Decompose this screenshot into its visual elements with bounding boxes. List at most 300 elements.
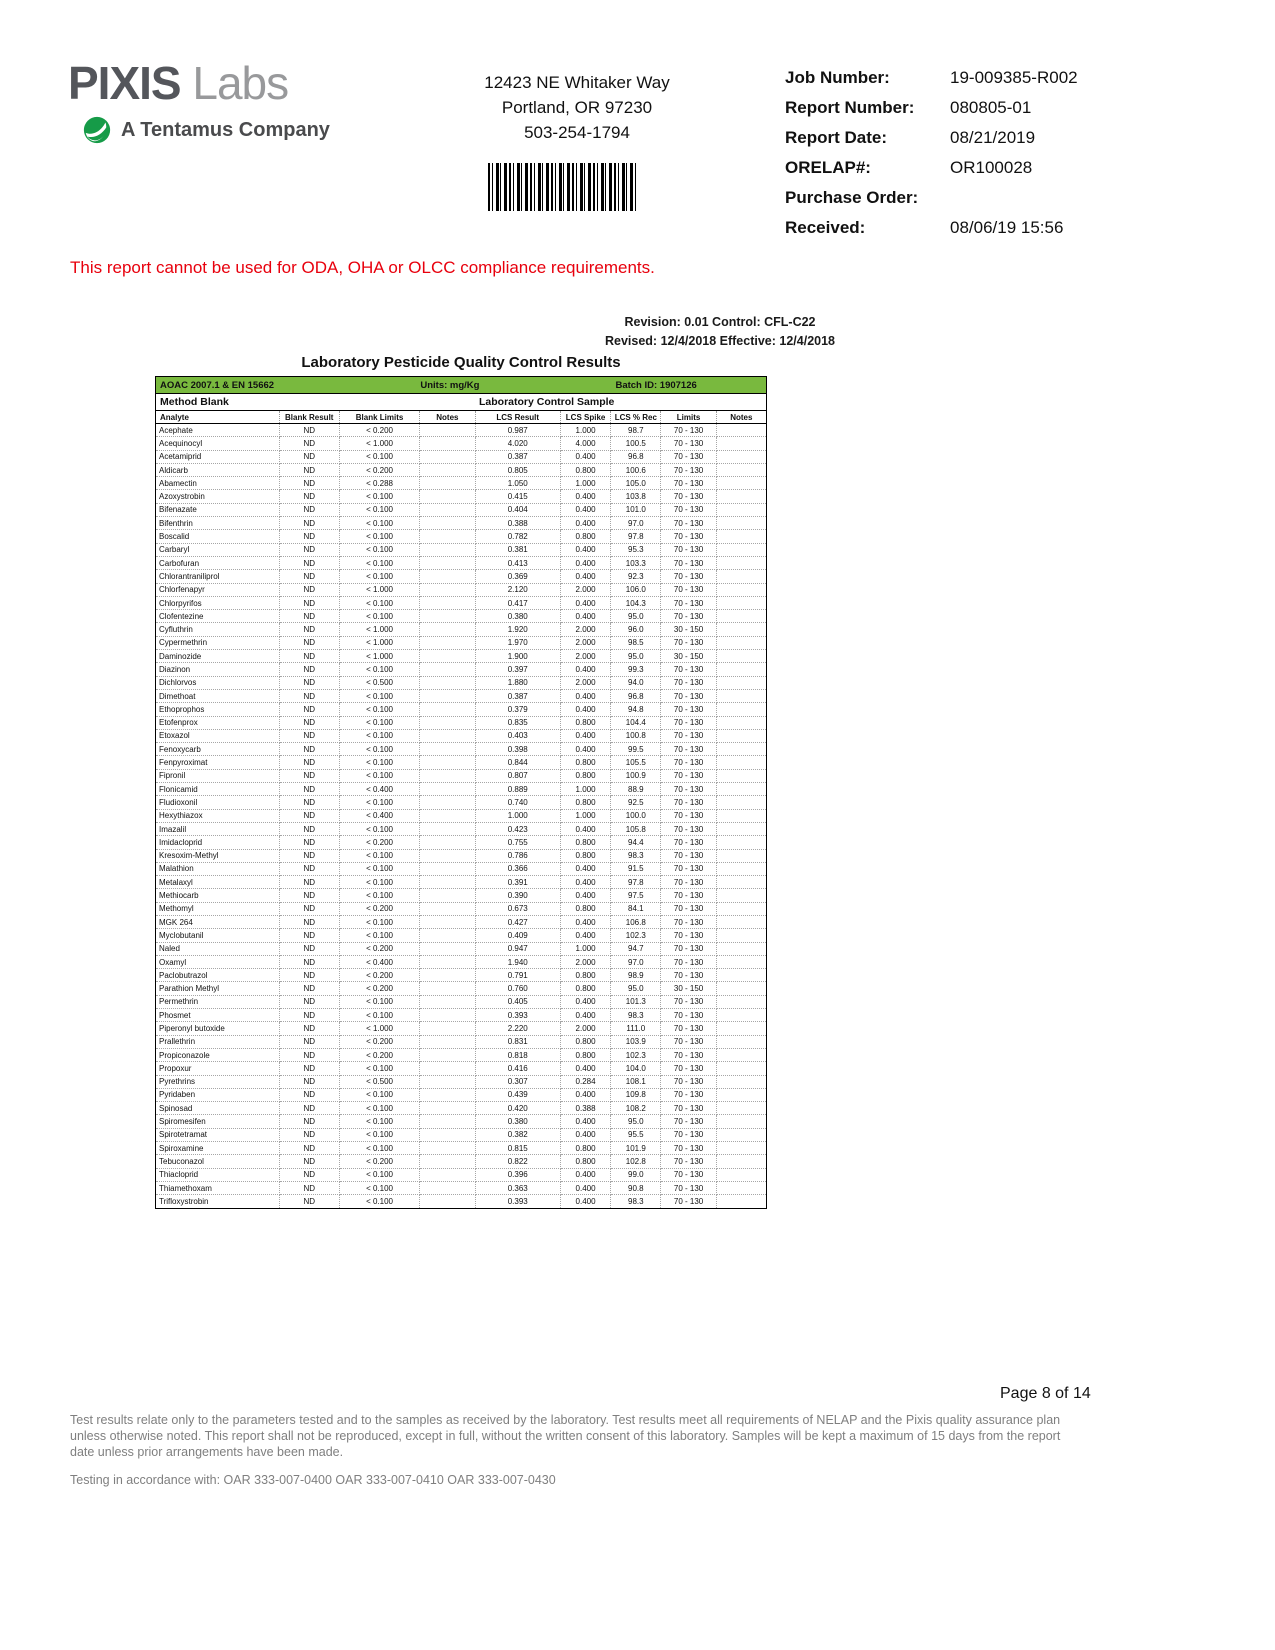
- value-cell: 96.8: [611, 689, 661, 702]
- info-row-received: [785, 218, 1078, 248]
- table-row: [156, 570, 767, 583]
- value-cell: [420, 769, 475, 782]
- value-cell: ND: [279, 1155, 339, 1168]
- address-line-3: 503-254-1794: [524, 123, 630, 142]
- table-title: Laboratory Pesticide Quality Control Results: [301, 354, 621, 371]
- value-cell: < 0.200: [339, 942, 419, 955]
- value-cell: 84.1: [611, 902, 661, 915]
- value-cell: 106.8: [611, 915, 661, 928]
- value-cell: 0.987: [475, 424, 560, 437]
- value-cell: 90.8: [611, 1181, 661, 1194]
- value-cell: 70 - 130: [661, 1088, 716, 1101]
- value-cell: 2.000: [560, 676, 610, 689]
- logo-wordmark: [68, 57, 330, 109]
- value-cell: 70 - 130: [661, 1048, 716, 1061]
- value-cell: 70 - 130: [661, 543, 716, 556]
- value-cell: ND: [279, 1009, 339, 1022]
- value-cell: 97.8: [611, 530, 661, 543]
- value-cell: < 0.100: [339, 596, 419, 609]
- value-cell: [716, 596, 766, 609]
- value-cell: < 0.100: [339, 543, 419, 556]
- value-cell: [716, 517, 766, 530]
- value-cell: 0.404: [475, 503, 560, 516]
- value-cell: < 0.100: [339, 1142, 419, 1155]
- logo-tagline: A Tentamus Company: [121, 118, 330, 141]
- value-cell: ND: [279, 703, 339, 716]
- analyte-cell: Cyfluthrin: [156, 623, 280, 636]
- value-cell: [420, 1009, 475, 1022]
- table-row: [156, 982, 767, 995]
- value-cell: 0.393: [475, 1195, 560, 1208]
- value-cell: 0.800: [560, 1142, 610, 1155]
- value-cell: [716, 902, 766, 915]
- value-cell: [716, 809, 766, 822]
- value-cell: [420, 583, 475, 596]
- value-cell: ND: [279, 836, 339, 849]
- value-cell: ND: [279, 570, 339, 583]
- value-cell: ND: [279, 809, 339, 822]
- table-row: [156, 822, 767, 835]
- value-cell: 0.400: [560, 610, 610, 623]
- analyte-cell: Acequinocyl: [156, 437, 280, 450]
- value-cell: < 0.100: [339, 450, 419, 463]
- table-row: [156, 463, 767, 476]
- tentamus-leaf-icon: [82, 115, 112, 145]
- value-cell: [716, 743, 766, 756]
- value-cell: 70 - 130: [661, 942, 716, 955]
- value-cell: 0.400: [560, 1088, 610, 1101]
- value-cell: 0.390: [475, 889, 560, 902]
- value-cell: ND: [279, 596, 339, 609]
- value-cell: [716, 1022, 766, 1035]
- value-cell: 103.3: [611, 556, 661, 569]
- value-cell: < 0.100: [339, 876, 419, 889]
- value-cell: ND: [279, 756, 339, 769]
- value-cell: [716, 424, 766, 437]
- value-cell: [420, 889, 475, 902]
- value-cell: 0.400: [560, 876, 610, 889]
- analyte-cell: Phosmet: [156, 1009, 280, 1022]
- value-cell: 97.0: [611, 955, 661, 968]
- value-cell: 0.400: [560, 929, 610, 942]
- value-cell: [420, 1195, 475, 1208]
- table-row: [156, 703, 767, 716]
- analyte-cell: Kresoxim-Methyl: [156, 849, 280, 862]
- value-cell: 0.423: [475, 822, 560, 835]
- value-cell: 70 - 130: [661, 1035, 716, 1048]
- value-cell: [420, 1022, 475, 1035]
- value-cell: [420, 902, 475, 915]
- revision-block: [570, 313, 870, 351]
- analyte-cell: Diazinon: [156, 663, 280, 676]
- analyte-cell: Thiamethoxam: [156, 1181, 280, 1194]
- value-cell: 0.800: [560, 1035, 610, 1048]
- value-cell: < 0.200: [339, 982, 419, 995]
- revision-line-2: Revised: 12/4/2018 Effective: 12/4/2018: [604, 334, 835, 348]
- info-row-report-date: [785, 128, 1078, 158]
- table-row: [156, 543, 767, 556]
- value-cell: ND: [279, 1102, 339, 1115]
- value-cell: 0.380: [475, 610, 560, 623]
- value-cell: 70 - 130: [661, 955, 716, 968]
- value-cell: [420, 1048, 475, 1061]
- table-row: [156, 849, 767, 862]
- value-cell: [420, 490, 475, 503]
- value-cell: [716, 703, 766, 716]
- value-cell: 0.844: [475, 756, 560, 769]
- value-cell: 92.5: [611, 796, 661, 809]
- value-cell: [716, 716, 766, 729]
- value-cell: < 0.288: [339, 477, 419, 490]
- analyte-cell: Daminozide: [156, 650, 280, 663]
- value-cell: [716, 783, 766, 796]
- value-cell: 0.307: [475, 1075, 560, 1088]
- value-cell: 95.3: [611, 543, 661, 556]
- value-cell: 0.400: [560, 450, 610, 463]
- value-cell: [716, 1075, 766, 1088]
- table-row: [156, 902, 767, 915]
- value-cell: ND: [279, 955, 339, 968]
- value-cell: < 0.100: [339, 756, 419, 769]
- analyte-cell: Chlorfenapyr: [156, 583, 280, 596]
- value-cell: [420, 982, 475, 995]
- value-cell: 70 - 130: [661, 703, 716, 716]
- value-cell: 0.400: [560, 703, 610, 716]
- address-line-1: 12423 NE Whitaker Way: [484, 73, 670, 92]
- value-cell: [420, 623, 475, 636]
- value-cell: [716, 1155, 766, 1168]
- value-cell: 96.8: [611, 450, 661, 463]
- value-cell: 70 - 130: [661, 689, 716, 702]
- analyte-cell: Fenpyroximat: [156, 756, 280, 769]
- analyte-cell: Spinosad: [156, 1102, 280, 1115]
- value-cell: ND: [279, 929, 339, 942]
- value-cell: < 0.100: [339, 1168, 419, 1181]
- value-cell: [420, 1181, 475, 1194]
- value-cell: ND: [279, 1115, 339, 1128]
- value-cell: 0.815: [475, 1142, 560, 1155]
- compliance-notice: This report cannot be used for ODA, OHA or OLCC compliance requirements.: [70, 258, 655, 277]
- value-cell: 103.9: [611, 1035, 661, 1048]
- value-cell: < 0.200: [339, 424, 419, 437]
- table-row: [156, 756, 767, 769]
- value-cell: 2.220: [475, 1022, 560, 1035]
- value-cell: [420, 570, 475, 583]
- value-cell: 98.9: [611, 969, 661, 982]
- table-row: [156, 1115, 767, 1128]
- value-cell: ND: [279, 1195, 339, 1208]
- value-cell: [716, 663, 766, 676]
- value-cell: 1.920: [475, 623, 560, 636]
- column-header-notes-1: Notes: [420, 411, 475, 424]
- value-cell: 94.7: [611, 942, 661, 955]
- value-cell: [420, 610, 475, 623]
- analyte-cell: Hexythiazox: [156, 809, 280, 822]
- value-cell: 70 - 130: [661, 1155, 716, 1168]
- value-cell: 94.4: [611, 836, 661, 849]
- value-cell: [716, 1181, 766, 1194]
- value-cell: 70 - 130: [661, 1195, 716, 1208]
- value-cell: 98.3: [611, 1195, 661, 1208]
- value-cell: ND: [279, 663, 339, 676]
- value-cell: ND: [279, 1181, 339, 1194]
- value-cell: 98.7: [611, 424, 661, 437]
- info-row-orelap: [785, 158, 1078, 188]
- value-cell: ND: [279, 543, 339, 556]
- footer-testing-accordance: Testing in accordance with: OAR 333-007-0400 OAR 333-007-0410 OAR 333-007-0430: [70, 1473, 556, 1487]
- value-cell: 1.050: [475, 477, 560, 490]
- table-row: [156, 729, 767, 742]
- value-cell: 2.000: [560, 1022, 610, 1035]
- value-cell: 0.400: [560, 1062, 610, 1075]
- value-cell: < 0.100: [339, 663, 419, 676]
- value-cell: [420, 1155, 475, 1168]
- value-cell: [420, 836, 475, 849]
- value-cell: 70 - 130: [661, 477, 716, 490]
- analyte-cell: MGK 264: [156, 915, 280, 928]
- table-row: [156, 556, 767, 569]
- analyte-cell: Acetamiprid: [156, 450, 280, 463]
- value-cell: ND: [279, 969, 339, 982]
- qc-table-body: [156, 424, 767, 1209]
- value-cell: 70 - 130: [661, 743, 716, 756]
- analyte-cell: Bifenazate: [156, 503, 280, 516]
- value-cell: 70 - 130: [661, 1022, 716, 1035]
- value-cell: ND: [279, 822, 339, 835]
- table-row: [156, 1128, 767, 1141]
- value-cell: 1.000: [560, 783, 610, 796]
- value-cell: 0.786: [475, 849, 560, 862]
- value-cell: < 0.400: [339, 955, 419, 968]
- value-cell: < 0.100: [339, 610, 419, 623]
- column-header-row: [156, 411, 767, 424]
- analyte-cell: Spiroxamine: [156, 1142, 280, 1155]
- table-row: [156, 450, 767, 463]
- value-cell: 0.800: [560, 796, 610, 809]
- value-cell: [716, 503, 766, 516]
- value-cell: 108.1: [611, 1075, 661, 1088]
- analyte-cell: Myclobutanil: [156, 929, 280, 942]
- value-cell: [716, 929, 766, 942]
- value-cell: 104.0: [611, 1062, 661, 1075]
- value-cell: < 0.500: [339, 676, 419, 689]
- value-cell: < 1.000: [339, 1022, 419, 1035]
- value-cell: 0.800: [560, 1155, 610, 1168]
- value-cell: 0.387: [475, 689, 560, 702]
- value-cell: 92.3: [611, 570, 661, 583]
- value-cell: < 0.200: [339, 463, 419, 476]
- analyte-cell: Etofenprox: [156, 716, 280, 729]
- value-cell: 100.6: [611, 463, 661, 476]
- value-cell: [420, 463, 475, 476]
- value-cell: 70 - 130: [661, 676, 716, 689]
- value-cell: 111.0: [611, 1022, 661, 1035]
- table-row: [156, 942, 767, 955]
- value-cell: 0.800: [560, 463, 610, 476]
- analyte-cell: Imazalil: [156, 822, 280, 835]
- value-cell: 104.3: [611, 596, 661, 609]
- analyte-cell: Prallethrin: [156, 1035, 280, 1048]
- value-cell: 96.0: [611, 623, 661, 636]
- analyte-cell: Boscalid: [156, 530, 280, 543]
- value-cell: 94.0: [611, 676, 661, 689]
- value-cell: 0.417: [475, 596, 560, 609]
- analyte-cell: Fipronil: [156, 769, 280, 782]
- value-cell: 70 - 130: [661, 663, 716, 676]
- value-cell: [420, 636, 475, 649]
- analyte-cell: Carbaryl: [156, 543, 280, 556]
- value-cell: 95.0: [611, 1115, 661, 1128]
- value-cell: [420, 995, 475, 1008]
- value-cell: [716, 1035, 766, 1048]
- value-cell: 70 - 130: [661, 876, 716, 889]
- logo-tagline-row: [82, 115, 330, 145]
- value-cell: [420, 437, 475, 450]
- value-cell: 0.439: [475, 1088, 560, 1101]
- value-cell: 30 - 150: [661, 650, 716, 663]
- analyte-cell: Naled: [156, 942, 280, 955]
- value-cell: ND: [279, 982, 339, 995]
- value-cell: 70 - 130: [661, 1168, 716, 1181]
- value-cell: 0.800: [560, 849, 610, 862]
- value-cell: [420, 756, 475, 769]
- value-cell: [716, 889, 766, 902]
- value-cell: [420, 729, 475, 742]
- value-cell: [716, 1102, 766, 1115]
- value-cell: < 0.100: [339, 849, 419, 862]
- value-cell: 0.400: [560, 822, 610, 835]
- value-cell: < 0.100: [339, 915, 419, 928]
- value-cell: 0.413: [475, 556, 560, 569]
- table-row: [156, 610, 767, 623]
- value-cell: 0.400: [560, 556, 610, 569]
- value-cell: < 0.100: [339, 703, 419, 716]
- analyte-cell: Dimethoat: [156, 689, 280, 702]
- analyte-cell: Spiromesifen: [156, 1115, 280, 1128]
- value-cell: 102.3: [611, 1048, 661, 1061]
- value-cell: ND: [279, 490, 339, 503]
- value-cell: 0.400: [560, 570, 610, 583]
- value-cell: 1.900: [475, 650, 560, 663]
- analyte-cell: Bifenthrin: [156, 517, 280, 530]
- value-cell: ND: [279, 862, 339, 875]
- value-cell: 95.5: [611, 1128, 661, 1141]
- value-cell: < 0.100: [339, 1181, 419, 1194]
- value-cell: < 1.000: [339, 623, 419, 636]
- value-cell: [716, 1088, 766, 1101]
- value-cell: 30 - 150: [661, 623, 716, 636]
- value-cell: 1.000: [560, 477, 610, 490]
- table-row: [156, 716, 767, 729]
- value-cell: 70 - 130: [661, 822, 716, 835]
- table-row: [156, 530, 767, 543]
- value-cell: [420, 676, 475, 689]
- value-cell: 0.403: [475, 729, 560, 742]
- value-cell: 1.000: [475, 809, 560, 822]
- value-cell: 104.4: [611, 716, 661, 729]
- value-cell: < 1.000: [339, 636, 419, 649]
- value-cell: 0.400: [560, 1128, 610, 1141]
- value-cell: 1.940: [475, 955, 560, 968]
- info-label: Received:: [785, 218, 866, 237]
- value-cell: 95.0: [611, 982, 661, 995]
- value-cell: < 0.100: [339, 490, 419, 503]
- units-label: Units: mg/Kg: [339, 377, 560, 394]
- value-cell: 0.420: [475, 1102, 560, 1115]
- value-cell: [716, 729, 766, 742]
- value-cell: < 0.100: [339, 1009, 419, 1022]
- value-cell: 0.391: [475, 876, 560, 889]
- value-cell: [420, 543, 475, 556]
- value-cell: [716, 1128, 766, 1141]
- value-cell: 2.000: [560, 623, 610, 636]
- value-cell: < 0.400: [339, 809, 419, 822]
- value-cell: [420, 929, 475, 942]
- value-cell: 0.393: [475, 1009, 560, 1022]
- value-cell: ND: [279, 743, 339, 756]
- value-cell: [716, 583, 766, 596]
- value-cell: < 1.000: [339, 650, 419, 663]
- value-cell: 91.5: [611, 862, 661, 875]
- value-cell: ND: [279, 1048, 339, 1061]
- value-cell: 100.8: [611, 729, 661, 742]
- value-cell: 0.388: [475, 517, 560, 530]
- analyte-cell: Permethrin: [156, 995, 280, 1008]
- value-cell: ND: [279, 556, 339, 569]
- value-cell: 0.396: [475, 1168, 560, 1181]
- value-cell: 105.5: [611, 756, 661, 769]
- value-cell: [716, 1062, 766, 1075]
- table-row: [156, 424, 767, 437]
- value-cell: 97.5: [611, 889, 661, 902]
- value-cell: [716, 1048, 766, 1061]
- table-row: [156, 955, 767, 968]
- value-cell: 70 - 130: [661, 1115, 716, 1128]
- value-cell: < 0.100: [339, 995, 419, 1008]
- value-cell: 105.8: [611, 822, 661, 835]
- value-cell: < 0.100: [339, 570, 419, 583]
- value-cell: [716, 450, 766, 463]
- value-cell: 70 - 130: [661, 1062, 716, 1075]
- table-row: [156, 889, 767, 902]
- address-line-2: Portland, OR 97230: [501, 98, 653, 117]
- table-row: [156, 1168, 767, 1181]
- table-row: [156, 769, 767, 782]
- value-cell: 1.880: [475, 676, 560, 689]
- value-cell: 0.740: [475, 796, 560, 809]
- table-row: [156, 477, 767, 490]
- value-cell: 0.800: [560, 756, 610, 769]
- value-cell: 0.947: [475, 942, 560, 955]
- table-row: [156, 783, 767, 796]
- value-cell: [420, 1062, 475, 1075]
- value-cell: 0.388: [560, 1102, 610, 1115]
- value-cell: 2.000: [560, 650, 610, 663]
- table-row: [156, 915, 767, 928]
- analyte-cell: Fludioxonil: [156, 796, 280, 809]
- value-cell: [716, 1115, 766, 1128]
- table-row: [156, 796, 767, 809]
- value-cell: < 0.100: [339, 822, 419, 835]
- value-cell: 70 - 130: [661, 556, 716, 569]
- value-cell: 2.000: [560, 955, 610, 968]
- analyte-cell: Clofentezine: [156, 610, 280, 623]
- table-row: [156, 1035, 767, 1048]
- info-row-purchase-order: [785, 188, 1078, 218]
- info-label: Report Number:: [785, 98, 915, 117]
- value-cell: [420, 1102, 475, 1115]
- value-cell: [716, 623, 766, 636]
